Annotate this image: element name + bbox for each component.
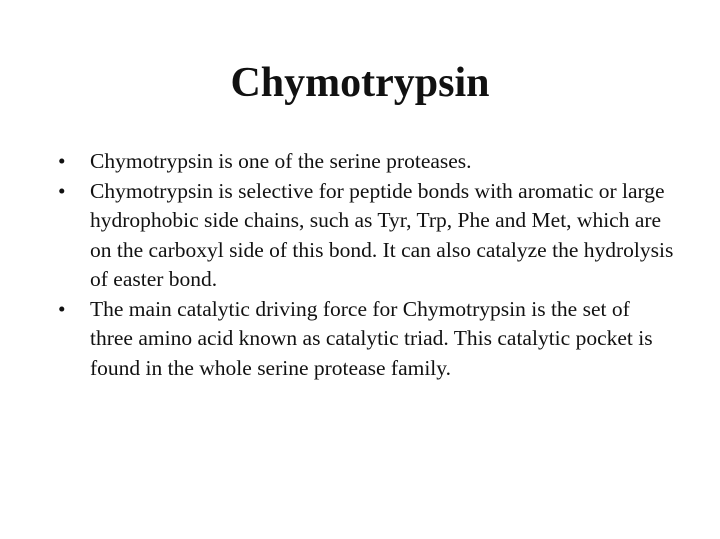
bullet-text: Chymotrypsin is one of the serine proteases. <box>90 149 472 173</box>
bullet-list <box>58 147 678 383</box>
bullet-item <box>58 177 678 295</box>
bullet-marker: • <box>58 178 66 203</box>
bullet-marker: • <box>58 296 66 321</box>
bullet-item <box>58 295 678 384</box>
bullet-text: The main catalytic driving force for Chymotrypsin is the set of three amino acid known as catalytic triad. This catalytic pocket is found in the whole serine protease family. <box>90 296 653 380</box>
bullet-item <box>58 147 678 177</box>
slide-title: Chymotrypsin <box>230 60 490 106</box>
bullet-marker: • <box>58 149 66 173</box>
bullet-text: Chymotrypsin is selective for peptide bonds with aromatic or large hydrophobic side chains, such as Tyr, Trp, Phe and Met, which are on the carboxyl side of this bond. It can also catalyze the hydrolysis of easter bond. <box>90 178 674 291</box>
